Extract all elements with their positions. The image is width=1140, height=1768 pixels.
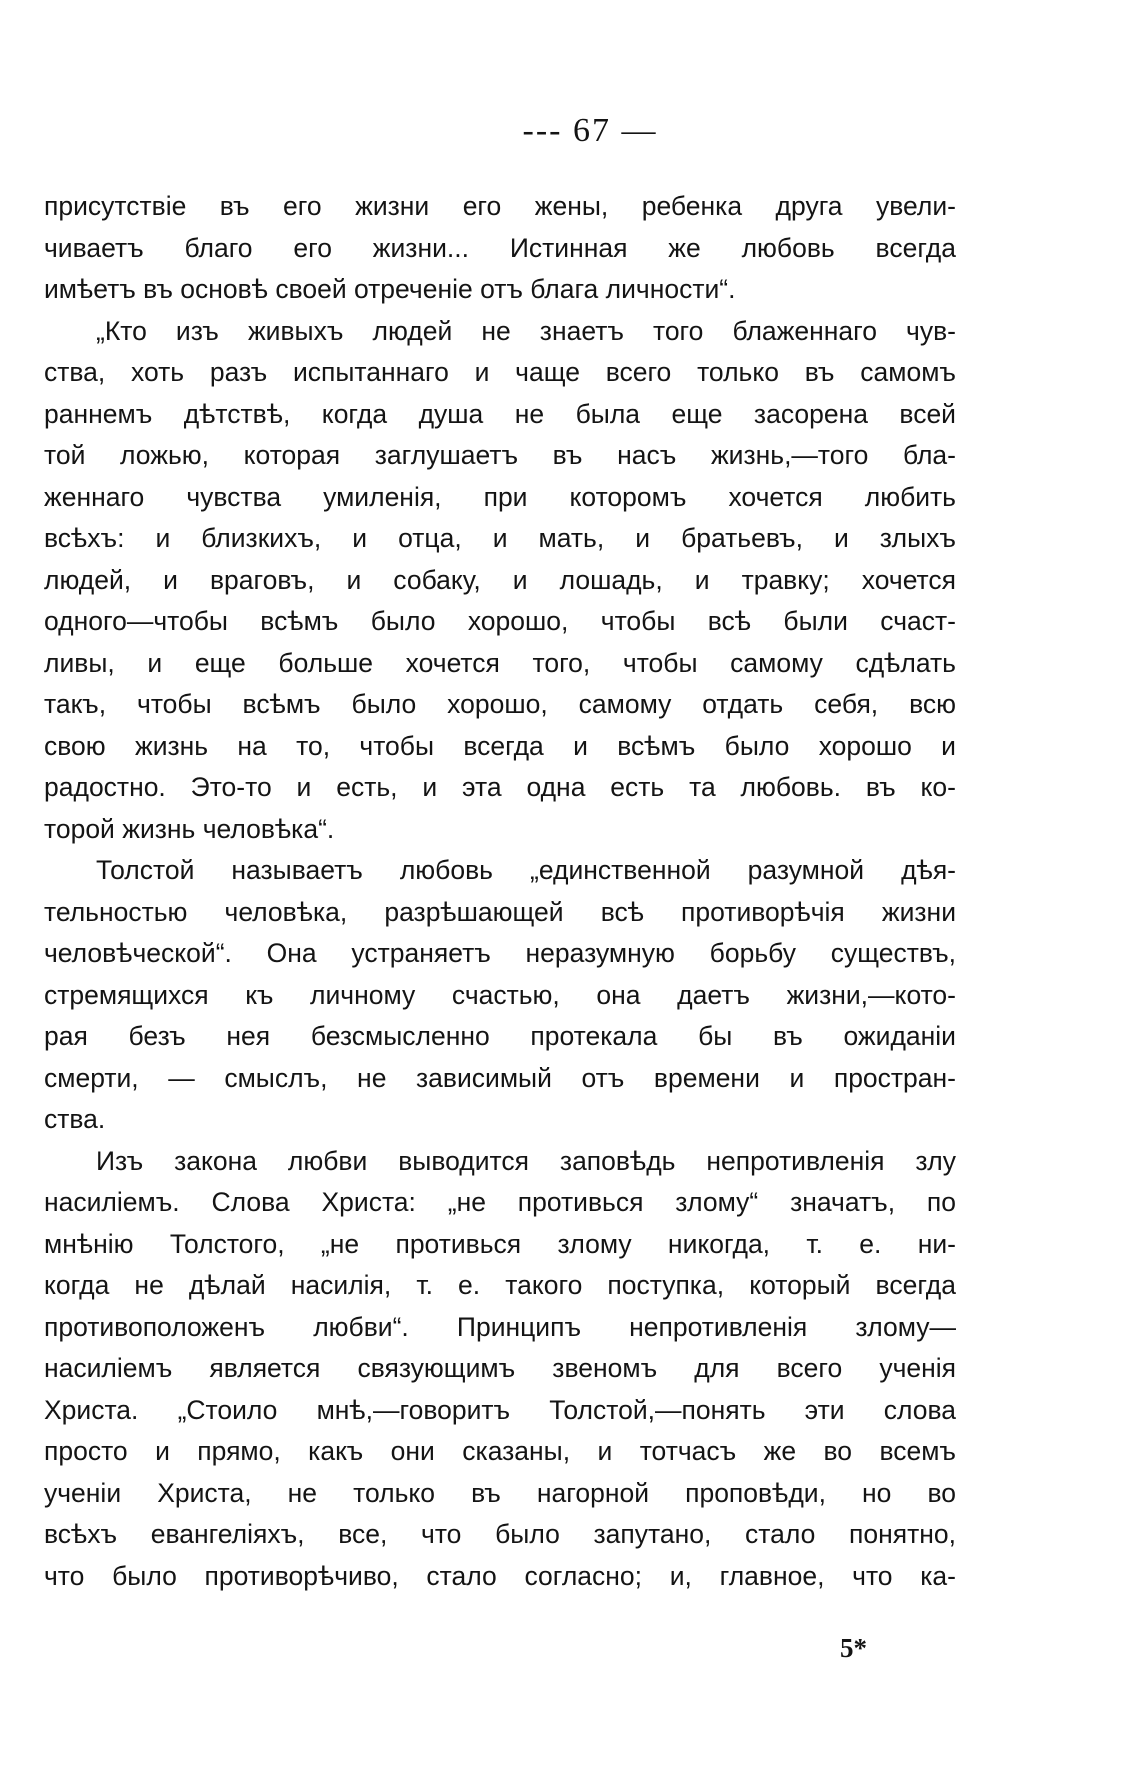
text-line: просто и прямо, какъ они сказаны, и тотчасъ же во всемъ [44, 1436, 956, 1466]
text-line: ливы, и еще больше хочется того, чтобы самому сдѣлать [44, 647, 956, 678]
text-line: имѣетъ въ основѣ своей отреченіе отъ блага личности“. [44, 274, 736, 304]
page-number: --- 67 — [522, 112, 658, 149]
paragraph-3 [44, 850, 956, 1141]
text-line: человѣческой“. Она устраняетъ неразумную борьбу существъ, [44, 938, 956, 968]
text-line: тельностью человѣка, разрѣшающей всѣ противорѣчія жизни [44, 896, 956, 927]
text-line: насиліемъ является связующимъ звеномъ для всего ученія [44, 1353, 956, 1383]
text-line: Христа. „Стоило мнѣ,—говоритъ Толстой,—понять эти слова [44, 1394, 956, 1425]
text-line: ства, хоть разъ испытаннаго и чаще всего только въ самомъ [44, 357, 956, 387]
text-line: присутствіе въ его жизни его жены, ребенка друга увели- [44, 191, 956, 221]
text-line: насиліемъ. Слова Христа: „не противься злому“ значатъ, по [44, 1187, 956, 1217]
text-line: „Кто изъ живыхъ людей не знаетъ того блаженнаго чув- [96, 315, 956, 346]
text-line: ученіи Христа, не только въ нагорной проповѣди, но во [44, 1477, 956, 1508]
text-line: одного—чтобы всѣмъ было хорошо, чтобы всѣ были счаст- [44, 606, 956, 636]
text-line: стремящихся къ личному счастью, она даетъ жизни,—кото- [44, 979, 956, 1010]
text-line: мнѣнію Толстого, „не противься злому никогда, т. е. ни- [44, 1228, 956, 1259]
text-line: рая безъ нея безсмысленно протекала бы въ ожиданіи [44, 1021, 956, 1051]
text-line: людей, и враговъ, и собаку, и лошадь, и травку; хочется [44, 564, 956, 595]
text-line: раннемъ дѣтствѣ, когда душа не была еще засорена всей [44, 398, 956, 429]
text-line: Изъ закона любви выводится заповѣдь непротивленія злу [96, 1145, 956, 1176]
text-line: ства. [44, 1104, 106, 1134]
text-line: Толстой называетъ любовь „единственной разумной дѣя- [96, 855, 956, 885]
paragraph-4 [44, 1141, 956, 1598]
paragraph-1 [44, 186, 956, 311]
text-line: когда не дѣлай насилія, т. е. такого поступка, который всегда [44, 1270, 956, 1300]
text-line: женнаго чувства умиленія, при которомъ хочется любить [44, 481, 956, 512]
text-line: всѣхъ: и близкихъ, и отца, и мать, и братьевъ, и злыхъ [44, 523, 956, 553]
text-line: свою жизнь на то, чтобы всегда и всѣмъ было хорошо и [44, 730, 956, 761]
text-line: радостно. Это-то и есть, и эта одна есть та любовь. въ ко- [44, 772, 956, 802]
body-text [44, 186, 956, 1597]
text-line: противоположенъ любви“. Принципъ непротивленія злому— [44, 1311, 956, 1342]
text-line: что было противорѣчиво, стало согласно; и, главное, что ка- [44, 1560, 956, 1591]
text-line: всѣхъ евангеліяхъ, все, что было запутано, стало понятно, [44, 1519, 956, 1549]
text-line: смерти, — смыслъ, не зависимый отъ времени и простран- [44, 1062, 956, 1093]
printer-signature-mark: 5* [840, 1633, 867, 1663]
text-line: чиваетъ благо его жизни... Истинная же любовь всегда [44, 232, 956, 263]
text-line: торой жизнь человѣка“. [44, 813, 335, 844]
text-line: такъ, чтобы всѣмъ было хорошо, самому отдать себя, всю [44, 689, 956, 719]
paragraph-2 [44, 311, 956, 851]
text-line: той ложью, которая заглушаетъ въ насъ жизнь,—того бла- [44, 440, 956, 470]
